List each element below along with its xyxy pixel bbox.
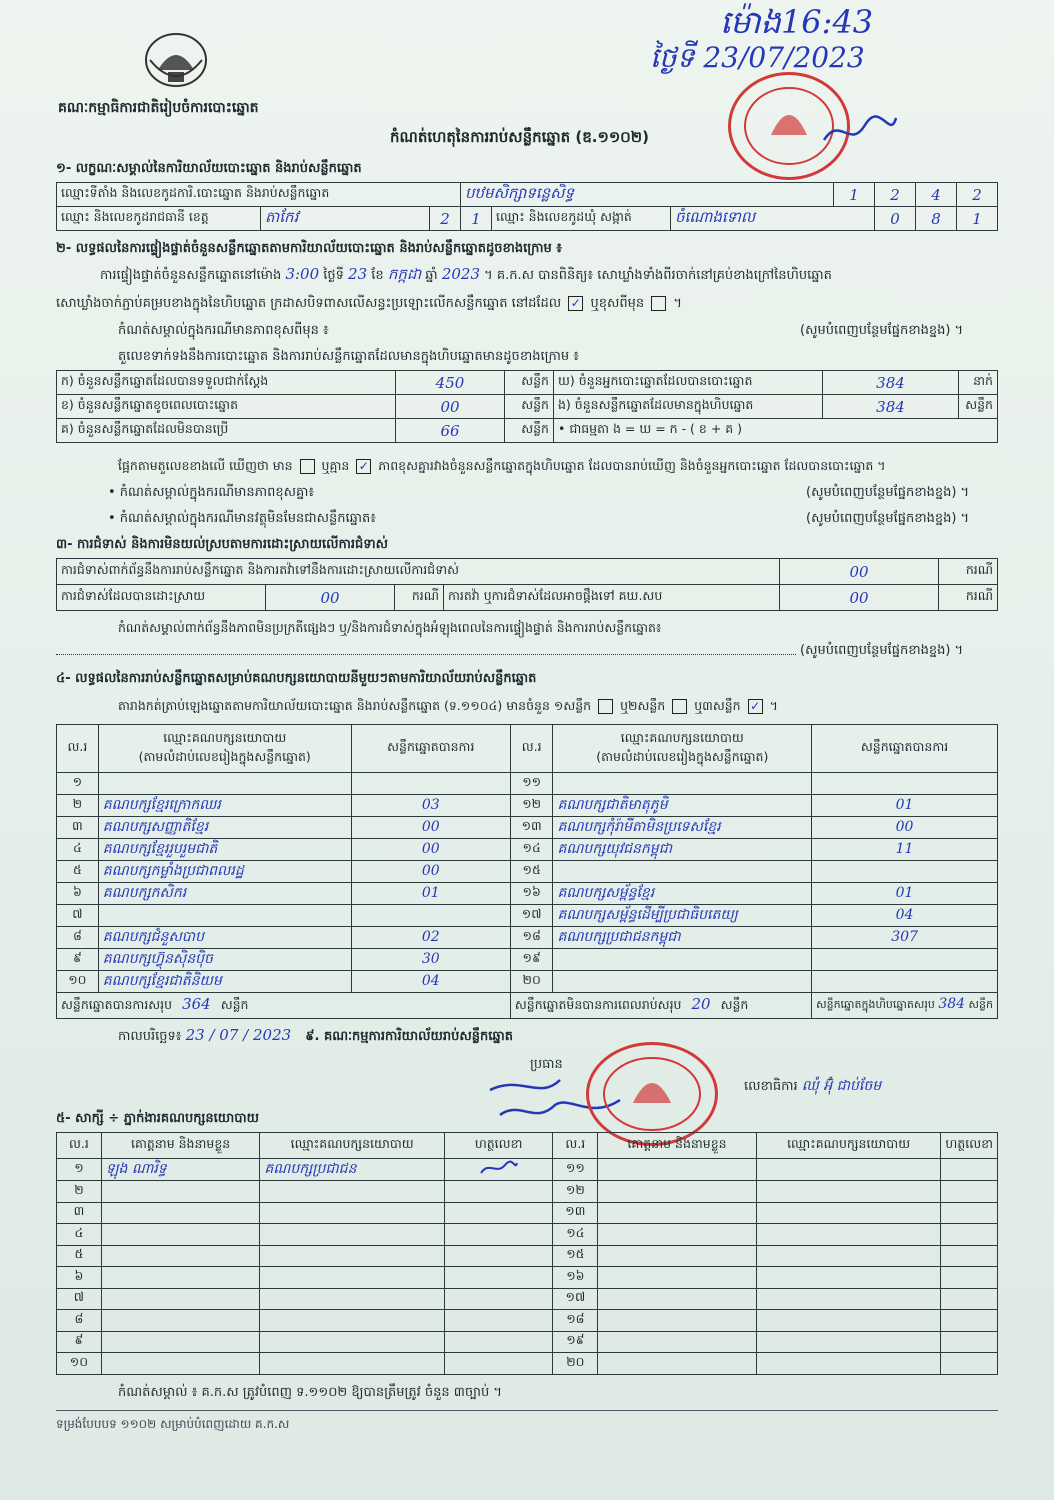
party-no: ១៣ [510, 816, 553, 838]
province-code: 2 [430, 207, 461, 231]
witness-no: ៩ [57, 1331, 102, 1353]
code-digit: 1 [834, 183, 875, 207]
irregularities-note: កំណត់សម្គាល់ពាក់ព័ន្ធនឹងភាពមិនប្រក្រតីផ្សេងៗ ឬ/និងការជំទាស់ក្នុងអំឡុងពេលនៃការផ្ទៀងផ្ទាត់ និងការរាប់សន្លឹកឆ្នោត៖ [118, 620, 662, 635]
table-row [57, 816, 998, 838]
witness-sign [444, 1224, 553, 1246]
witness-no: ៣ [57, 1202, 102, 1224]
witness-no: ១៩ [553, 1331, 598, 1353]
col-party: ឈ្មោះគណបក្សនយោបាយ [260, 1133, 445, 1159]
section-1-heading: ១- លក្ខណៈសម្គាល់នៃការិយាល័យបោះឆ្នោត និងរាប់សន្លឹកឆ្នោត [56, 161, 362, 176]
table-row [57, 970, 998, 992]
witness-no: ២ [57, 1181, 102, 1203]
witness-no: ៧ [57, 1288, 102, 1310]
party-no: ២០ [510, 970, 553, 992]
signature-icon [479, 1159, 519, 1177]
text: ឆ្នាំ [425, 268, 438, 283]
col-no: ល.រ [57, 725, 99, 773]
witness-sign [941, 1331, 998, 1353]
witness-no: ១៤ [553, 1224, 598, 1246]
table-row [57, 882, 998, 904]
witness-sign [444, 1267, 553, 1289]
commune-code: 1 [957, 207, 998, 231]
witness-no: ២០ [553, 1353, 598, 1375]
col-party-sub: (តាមលំដាប់លេខរៀងក្នុងសន្លឹកឆ្នោត) [138, 748, 311, 764]
witness-party [756, 1353, 941, 1375]
section-4-heading: ៤- លទ្ធផលនៃការរាប់សន្លឹកឆ្នោតសម្រាប់គណបក្សនយោបាយនីមួយៗតាមការិយាល័យរាប់សន្លឹកឆ្នោត [56, 671, 537, 686]
total-valid-cell [57, 992, 511, 1018]
witness-party [260, 1331, 445, 1353]
complaints-label: ការជំទាស់ពាក់ព័ន្ធនឹងការរាប់សន្លឹកឆ្នោត និងការតវ៉ាទៅនឹងការដោះស្រាយលើការជំទាស់ [57, 559, 780, 585]
table-row [57, 794, 998, 816]
party-no: ១៨ [510, 926, 553, 948]
witness-name [101, 1353, 260, 1375]
party-name [98, 773, 351, 795]
province-label: ឈ្មោះ និងលេខកូដរាជធានី ខេត្ត [57, 207, 261, 231]
text: ឬគ្មាន [321, 458, 350, 473]
figure-value: 384 [823, 371, 959, 395]
party-no: ៩ [57, 948, 99, 970]
difference-line [118, 458, 886, 477]
difference-bullet: • កំណត់សម្គាល់ក្នុងករណីមានភាពខុសគ្នា៖ [108, 485, 315, 500]
party-votes: 01 [812, 882, 998, 904]
party-no: ១១ [510, 773, 553, 795]
witness-name [598, 1181, 757, 1203]
changed-checkbox[interactable] [651, 296, 666, 311]
text: សោឃ្លាំងចាក់ភ្ជាប់គម្របខាងក្នុងនៃហិបឆ្នោត ក្រដាសបិទពាសលើសន្ធះប្រឡោះលើកសន្លឹកឆ្នោត នៅដដែល [56, 296, 562, 311]
resolved-label: ការជំទាស់ដែលបានដោះស្រាយ [57, 585, 266, 611]
total-box-value: 384 [938, 996, 966, 1013]
party-no: ១៥ [510, 860, 553, 882]
signature-top [820, 110, 900, 150]
handwritten-time: ម៉ោង16:43 [720, 3, 874, 41]
province-value: តាកែវ [261, 207, 430, 231]
chair-label: ប្រធាន [530, 1057, 563, 1072]
commune-code: 8 [916, 207, 957, 231]
witness-party [260, 1267, 445, 1289]
witness-party [260, 1310, 445, 1332]
unit: សន្លឹក [220, 996, 249, 1012]
witness-no: ១ [57, 1159, 102, 1181]
party-name [553, 773, 812, 795]
party-name [553, 948, 812, 970]
total-box-cell [812, 992, 998, 1018]
unit: សន្លឹក [968, 998, 993, 1012]
table-row [57, 904, 998, 926]
table-row [57, 1224, 998, 1246]
witness-name [101, 1310, 260, 1332]
witness-sign [941, 1288, 998, 1310]
table-row [57, 1245, 998, 1267]
form-footer: ទម្រង់បែបបទ ១១០២ សម្រាប់បំពេញដោយ គ.ក.ស [56, 1417, 290, 1431]
verify-time: 3:00 [285, 265, 320, 283]
party-results-table [56, 724, 998, 1019]
verification-line-1 [100, 265, 832, 287]
party-votes [812, 860, 998, 882]
formula: • ជាធម្មតា ង = ឃ = ក - ( ខ + គ ) [554, 419, 998, 443]
one-sheet-checkbox[interactable] [598, 699, 613, 714]
col-party-title: ឈ្មោះគណបក្សនយោបាយ [163, 729, 287, 745]
witness-sign [941, 1353, 998, 1375]
party-name: គណបក្សកុំរ៉ាមីតាមិនប្រទេសខ្មែរ [553, 816, 812, 838]
party-votes: 01 [812, 794, 998, 816]
verify-year: 2023 [441, 265, 480, 283]
code-digit: 4 [916, 183, 957, 207]
party-name: គណបក្សយុវជនកម្ពុជា [553, 838, 812, 860]
table-row [57, 1202, 998, 1224]
party-name [553, 860, 812, 882]
witness-name [598, 1267, 757, 1289]
figure-unit: នាក់ [959, 371, 998, 395]
figure-unit: សន្លឹក [505, 395, 554, 419]
col-votes: សន្លឹកឆ្នោតបានការ [812, 725, 998, 773]
commission-label: ៩. គណៈកម្មការការិយាល័យរាប់សន្លឹកឆ្នោត [305, 1029, 513, 1044]
party-name: គណបក្សកសិករ [98, 882, 351, 904]
difference-note-hint: (សូមបំពេញបន្ថែមផ្នែកខាងខ្នង) ។ [800, 323, 964, 338]
party-votes [812, 970, 998, 992]
witness-party [756, 1288, 941, 1310]
witness-sign [941, 1159, 998, 1181]
witness-name [598, 1202, 757, 1224]
col-name: គោត្តនាម និងនាមខ្លួន [101, 1133, 260, 1159]
party-no: ២ [57, 794, 99, 816]
appeal-value: 00 [780, 585, 939, 611]
witness-sign [444, 1245, 553, 1267]
table-row [57, 1310, 998, 1332]
witness-sign [444, 1159, 553, 1181]
section-2-heading: ២- លទ្ធផលនៃការផ្ទៀងផ្ទាត់ចំនួនសន្លឹកឆ្នោតតាមការិយាល័យបោះឆ្នោត និងរាប់សន្លឹកឆ្នោតដូចខាងក្រោម ៖ [56, 241, 562, 256]
verify-day: 23 [348, 265, 368, 283]
party-no: ១៦ [510, 882, 553, 904]
witness-sign [941, 1245, 998, 1267]
witness-no: ៨ [57, 1310, 102, 1332]
party-name: គណបក្សហ៊្វុនស៊ិនប៉ិច [98, 948, 351, 970]
code-digit: 2 [875, 183, 916, 207]
verification-line-2: សោឃ្លាំងចាក់ភ្ជាប់គម្របខាងក្នុងនៃហិបឆ្នោត ក្រដាសបិទពាសលើសន្ធះប្រឡោះលើកសន្លឹកឆ្នោត នៅដដែល ✓ ឬខុសពីមុន ។ [56, 296, 682, 311]
witness-party [756, 1245, 941, 1267]
party-name: គណបក្សសម្ព័ន្ធខ្មែរ [553, 882, 812, 904]
party-votes: 03 [351, 794, 510, 816]
witness-name [101, 1288, 260, 1310]
text: ខែ [371, 268, 384, 283]
witness-sign [444, 1202, 553, 1224]
witness-name [101, 1331, 260, 1353]
resolved-value: 00 [266, 585, 395, 611]
party-no: ៣ [57, 816, 99, 838]
figures-intro: តួលេខទាក់ទងនឹងការបោះឆ្នោត និងការរាប់សន្លឹកឆ្នោតដែលមានក្នុងហិបឆ្នោតមានដូចខាងក្រោម ៖ [118, 349, 579, 364]
party-name [553, 970, 812, 992]
witness-party [756, 1331, 941, 1353]
figure-value: 450 [396, 371, 505, 395]
party-name: គណបក្សសញ្ញាតិខ្មែរ [98, 816, 351, 838]
irregularities-hint: (សូមបំពេញបន្ថែមផ្នែកខាងខ្នង) ។ [800, 643, 964, 658]
witness-name [598, 1288, 757, 1310]
party-no: ៦ [57, 882, 99, 904]
figure-unit: សន្លឹក [505, 371, 554, 395]
party-no: ៨ [57, 926, 99, 948]
resolved-unit: ករណី [395, 585, 444, 611]
complaints-table [56, 558, 998, 611]
party-votes: 30 [351, 948, 510, 970]
total-invalid-cell [510, 992, 811, 1018]
witness-no: ១៥ [553, 1245, 598, 1267]
witness-party [756, 1202, 941, 1224]
col-no: ល.រ [510, 725, 553, 773]
secretary-line [744, 1076, 881, 1097]
party-votes: 00 [351, 838, 510, 860]
col-party-title: ឈ្មោះគណបក្សនយោបាយ [620, 729, 744, 745]
witness-sign [941, 1310, 998, 1332]
party-no: ១៤ [510, 838, 553, 860]
witness-party [260, 1202, 445, 1224]
table-row [57, 860, 998, 882]
witness-name [598, 1310, 757, 1332]
party-votes [351, 904, 510, 926]
party-no: ១០ [57, 970, 99, 992]
figure-label: ខ) ចំនួនសន្លឹកឆ្នោតខូចពេលបោះឆ្នោត [57, 395, 396, 419]
col-sign: ហត្ថលេខា [941, 1133, 998, 1159]
party-name: គណបក្សជាតិមាតុភូមិ [553, 794, 812, 816]
text: ការផ្ទៀងផ្ទាត់ចំនួនសន្លឹកឆ្នោតនៅម៉ោង [100, 268, 282, 283]
party-name: គណបក្សប្រជាជនកម្ពុជា [553, 926, 812, 948]
form-title: កំណត់ហេតុនៃការរាប់សន្លឹកឆ្នោត (ឌ.១១០២) [390, 128, 650, 146]
total-valid-label: សន្លឹកឆ្នោតបានការសរុប [61, 996, 173, 1012]
figure-unit: សន្លឹក [505, 419, 554, 443]
commune-code: 0 [875, 207, 916, 231]
party-votes: 307 [812, 926, 998, 948]
appeal-unit: ករណី [939, 585, 998, 611]
footer-rule [56, 1410, 998, 1411]
code-digit: 2 [957, 183, 998, 207]
secretary-name: ឈុំ អ៊ុំ ជាប់ចែម [801, 1078, 882, 1094]
figure-label: គ) ចំនួនសន្លឹកឆ្នោតដែលមិនបានប្រើ [57, 419, 396, 443]
witness-no: ៥ [57, 1245, 102, 1267]
non-ballot-bullet-hint: (សូមបំពេញបន្ថែមផ្នែកខាងខ្នង) ។ [806, 511, 970, 526]
witness-party [260, 1245, 445, 1267]
party-votes [812, 948, 998, 970]
witness-sign [444, 1288, 553, 1310]
table-row [57, 1331, 998, 1353]
province-code: 1 [461, 207, 492, 231]
party-name: គណបក្សខ្មែររួបរួមជាតិ [98, 838, 351, 860]
witness-sign [941, 1181, 998, 1203]
two-sheet-checkbox[interactable] [672, 699, 687, 714]
table-row [57, 838, 998, 860]
witness-no: ១០ [57, 1353, 102, 1375]
col-name: គោត្តនាម និងនាមខ្លួន [598, 1133, 757, 1159]
col-sign: ហត្ថលេខា [444, 1133, 553, 1159]
witness-no: ១១ [553, 1159, 598, 1181]
figure-label: ង) ចំនួនសន្លឹកឆ្នោតដែលមានក្នុងហិបឆ្នោត [554, 395, 823, 419]
has-difference-checkbox[interactable] [300, 459, 315, 474]
witness-sign [941, 1202, 998, 1224]
party-no: ៧ [57, 904, 99, 926]
witness-no: ១៨ [553, 1310, 598, 1332]
witness-name [101, 1245, 260, 1267]
date-line [118, 1026, 513, 1047]
witness-party [260, 1288, 445, 1310]
party-no: ៥ [57, 860, 99, 882]
witness-party [756, 1159, 941, 1181]
difference-bullet-hint: (សូមបំពេញបន្ថែមផ្នែកខាងខ្នង) ។ [806, 485, 970, 500]
witness-party [756, 1224, 941, 1246]
section-1-table [56, 182, 998, 231]
party-votes: 11 [812, 838, 998, 860]
text: តារាងកត់ត្រាប់ឡេងឆ្នោតតាមការិយាល័យបោះឆ្នោត និងរាប់សន្លឹកឆ្នោត (ទ.១១០៤) មានចំនួន ១សន្លឹក [118, 698, 592, 713]
text: ភាពខុសគ្នារវាងចំនួនសន្លឹកឆ្នោតក្នុងហិបឆ្នោត ដែលបានរាប់ឃើញ និងចំនួនអ្នកបោះឆ្នោត ដែលបានបោះឆ្នោត ។ [378, 458, 886, 473]
witness-name: ឡុង ណារិទ្ធ [101, 1159, 260, 1181]
nec-emblem-icon [140, 30, 212, 92]
table-row [57, 1159, 998, 1181]
figures-table [56, 370, 998, 443]
table-row [57, 1267, 998, 1289]
witness-party [756, 1181, 941, 1203]
date-value: 23 / 07 / 2023 [185, 1026, 292, 1044]
witness-name [598, 1159, 757, 1181]
party-no: ១ [57, 773, 99, 795]
party-votes: 01 [351, 882, 510, 904]
total-invalid-label: សន្លឹកឆ្នោតមិនបានការពេលរាប់សរុប [514, 996, 682, 1012]
sheet-count-line: តារាងកត់ត្រាប់ឡេងឆ្នោតតាមការិយាល័យបោះឆ្នោត និងរាប់សន្លឹកឆ្នោត (ទ.១១០៤) មានចំនួន ១សន្លឹក ឬ២សន្លឹក ឬ៣សន្លឹក ✓ ។ [118, 698, 778, 713]
figure-value: 66 [396, 419, 505, 443]
col-no: ល.រ [553, 1133, 598, 1159]
witness-sign [444, 1353, 553, 1375]
col-no: ល.រ [57, 1133, 102, 1159]
witness-name [598, 1353, 757, 1375]
witness-party [260, 1181, 445, 1203]
figure-unit: សន្លឹក [959, 395, 998, 419]
witness-name [598, 1245, 757, 1267]
witness-party [260, 1224, 445, 1246]
table-row [57, 1288, 998, 1310]
party-votes: 00 [812, 816, 998, 838]
unchanged-checkbox[interactable]: ✓ [568, 296, 583, 311]
commune-value: ចំណោងទោល [671, 207, 875, 231]
footer-note: កំណត់សម្គាល់ ៖ គ.ក.ស ត្រូវបំពេញ ទ.១១០២ ឱ្យបានត្រឹមត្រូវ ចំនួន ៣ច្បាប់ ។ [118, 1385, 502, 1400]
handwritten-date: ថ្ងៃទី 23/07/2023 [650, 41, 865, 74]
date-label: កាលបរិច្ឆេទ៖ [118, 1029, 182, 1044]
party-votes: 00 [351, 816, 510, 838]
witness-sign [941, 1224, 998, 1246]
witness-no: ១៧ [553, 1288, 598, 1310]
location-label: ឈ្មោះទីតាំង និងលេខកូដការិ.បោះឆ្នោត និងរាប់សន្លឹកឆ្នោត [57, 183, 461, 207]
three-sheet-checkbox[interactable]: ✓ [748, 699, 763, 714]
party-no: ១៩ [510, 948, 553, 970]
witness-name [101, 1267, 260, 1289]
party-name: គណបក្សសម្ព័ន្ធដើម្បីប្រជាធិបតេយ្យ [553, 904, 812, 926]
complaints-value: 00 [780, 559, 939, 585]
party-no: ១៧ [510, 904, 553, 926]
non-ballot-bullet: • កំណត់សម្គាល់ក្នុងករណីមានវត្ថុមិនមែនជាសន្លឹកឆ្នោត៖ [108, 511, 376, 526]
text: ។ គ.ក.ស បានពិនិត្យ៖ សោឃ្លាំងទាំងពីរចាក់នៅគ្រប់ខាងក្រៅនៃហិបឆ្នោត [484, 268, 832, 283]
total-valid-value: 364 [182, 994, 211, 1013]
text: ឬ២សន្លឹក [620, 698, 666, 713]
witness-no: ៦ [57, 1267, 102, 1289]
dotted-line [56, 654, 796, 655]
total-box-label: សន្លឹកឆ្នោតក្នុងហិបឆ្នោតសរុប [816, 998, 935, 1012]
complaints-unit: ករណី [939, 559, 998, 585]
witness-name [101, 1181, 260, 1203]
party-votes: 02 [351, 926, 510, 948]
party-votes [351, 773, 510, 795]
appeal-label: ការតវ៉ា ឬការជំទាស់ដែលអាចផ្តឹងទៅ គឃ.សប [444, 585, 780, 611]
figure-value: 00 [396, 395, 505, 419]
witness-no: ១២ [553, 1181, 598, 1203]
org-name: គណៈកម្មាធិការជាតិរៀបចំការបោះឆ្នោត [58, 100, 259, 116]
verify-month: កក្កដា [387, 265, 422, 283]
section-3-heading: ៣- ការជំទាស់ និងការមិនយល់ស្របតាមការដោះស្រាយលើការជំទាស់ [56, 537, 388, 552]
col-party-sub: (តាមលំដាប់លេខរៀងក្នុងសន្លឹកឆ្នោត) [596, 748, 769, 764]
witness-name [101, 1224, 260, 1246]
col-party [553, 725, 812, 773]
secretary-label: លេខាធិការ [744, 1079, 798, 1094]
figure-label: ក) ចំនួនសន្លឹកឆ្នោតដែលបានទទួលជាក់ស្តែង [57, 371, 396, 395]
witness-sign [444, 1181, 553, 1203]
official-stamp-bottom [586, 1042, 718, 1146]
witness-no: ១៦ [553, 1267, 598, 1289]
table-row [57, 948, 998, 970]
party-name: គណបក្សខ្មែរក្រោកឈរ [98, 794, 351, 816]
witness-party [260, 1353, 445, 1375]
witness-table [56, 1132, 998, 1375]
witness-party [756, 1267, 941, 1289]
total-invalid-value: 20 [691, 994, 711, 1013]
witness-name [101, 1202, 260, 1224]
difference-note-label: កំណត់សម្គាល់ក្នុងករណីមានភាពខុសពីមុន ៖ [118, 323, 329, 338]
figure-value: 384 [823, 395, 959, 419]
commune-label: ឈ្មោះ និងលេខកូដឃុំ សង្កាត់ [492, 207, 671, 231]
table-row [57, 1181, 998, 1203]
party-votes: 04 [812, 904, 998, 926]
table-row [57, 926, 998, 948]
unit: សន្លឹក [720, 996, 749, 1012]
text: ឬ៣សន្លឹក [694, 698, 741, 713]
party-no: ១២ [510, 794, 553, 816]
party-name: គណបក្សខ្មែរជាតិនិយម [98, 970, 351, 992]
col-votes: សន្លឹកឆ្នោតបានការ [351, 725, 510, 773]
party-name: គណបក្សកម្លាំងប្រជាពលរដ្ឋ [98, 860, 351, 882]
witness-no: ៤ [57, 1224, 102, 1246]
table-row [57, 773, 998, 795]
party-votes: 00 [351, 860, 510, 882]
table-row [57, 1353, 998, 1375]
witness-no: ១៣ [553, 1202, 598, 1224]
party-votes [812, 773, 998, 795]
section-5-heading: ៥- សាក្សី ÷ ភ្នាក់ងារគណបក្សនយោបាយ [56, 1111, 259, 1126]
col-party: ឈ្មោះគណបក្សនយោបាយ [756, 1133, 941, 1159]
witness-name [598, 1224, 757, 1246]
party-name [98, 904, 351, 926]
witness-sign [444, 1310, 553, 1332]
figure-label: ឃ) ចំនួនអ្នកបោះឆ្នោតដែលបានបោះឆ្នោត [554, 371, 823, 395]
text: ផ្អែកតាមតួលេខខាងលើ ឃើញថា មាន [118, 458, 293, 473]
text: ថ្ងៃទី [323, 268, 344, 283]
party-no: ៤ [57, 838, 99, 860]
witness-party: គណបក្សប្រជាជន [260, 1159, 445, 1181]
col-party [98, 725, 351, 773]
witness-name [598, 1331, 757, 1353]
text: ឬខុសពីមុន [590, 296, 645, 311]
witness-sign [444, 1331, 553, 1353]
party-votes: 04 [351, 970, 510, 992]
witness-sign [941, 1267, 998, 1289]
witness-party [756, 1310, 941, 1332]
party-name: គណបក្សជំនួសបាប [98, 926, 351, 948]
location-value: បឋមសិក្សាទន្លេសិទ្ធ [461, 183, 834, 207]
no-difference-checkbox[interactable]: ✓ [356, 459, 371, 474]
